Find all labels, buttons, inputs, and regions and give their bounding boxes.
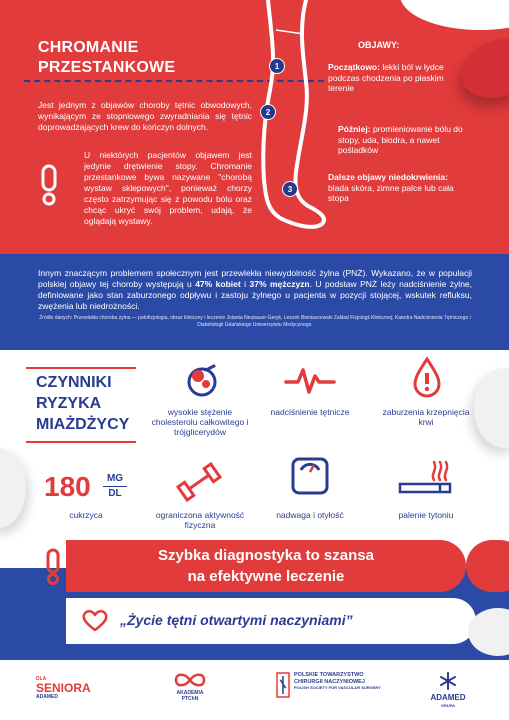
risk-title-line: RYZYKA xyxy=(36,395,102,412)
decorative-pill xyxy=(453,28,509,108)
snowflake-icon xyxy=(438,672,458,690)
logo-dla-seniora xyxy=(36,676,91,700)
infinity-icon xyxy=(173,672,207,688)
decorative-shape xyxy=(0,448,26,528)
slogan-motto: „Życie tętni otwartymi naczyniami” xyxy=(120,612,353,628)
logo-text: POLISH SOCIETY FOR VASCULAR SURGERY xyxy=(294,685,381,690)
decorative-shape xyxy=(474,368,509,448)
intro-text: Jest jednym z objawów choroby tętnic obwodowych, wynikającym ze stopniowego zwyradniania się tętnic doprowadzających krew do kończyn dolnych. xyxy=(38,100,252,132)
blood-drop-icon xyxy=(412,356,442,398)
glucose-unit xyxy=(103,473,127,500)
exclamation-icon xyxy=(36,164,62,206)
logo-akademia-ptchn xyxy=(168,672,212,702)
symptom-text: promieniowanie bólu do stopy, uda, biodra, a nawet pośladków xyxy=(338,124,463,155)
symptom-term: Początkowo: xyxy=(328,62,380,72)
risk-label-weight: nadwaga i otyłość xyxy=(276,510,344,520)
pnz-text xyxy=(38,268,472,312)
slogan-band-red-tail xyxy=(466,540,509,592)
risk-label-pressure: nadciśnienie tętnicze xyxy=(270,407,350,417)
risk-label-activity: ograniczona aktywność fizyczna xyxy=(155,510,245,530)
pnz-text-part: i xyxy=(240,279,250,289)
symptom-term: Później: xyxy=(338,124,371,134)
risk-label-blood: zaburzenia krzepnięcia krwi xyxy=(382,407,470,427)
logo-ptchn xyxy=(276,672,406,692)
risk-label-cholesterol: wysokie stężenie cholesterolu całkowitego i trójglicerydów xyxy=(151,407,249,437)
page-title xyxy=(38,38,198,78)
logo-adamed xyxy=(420,672,476,708)
logo-text: SENIORA xyxy=(36,681,91,695)
symptom-item xyxy=(328,172,470,204)
intro-text-secondary: U niektórych pacjentów objawem jest jedynie drętwienie stopy. Chromanie przestankowe bywa nazywane "chorobą wystaw sklepowych", ponieważ chorzy często zatrzymując się z powodu bólu oraz chcąc ukryć swój problem, udają, że oglądają wystawy. xyxy=(84,150,252,226)
unit-bottom: DL xyxy=(108,488,122,499)
symptom-text: lekki ból w łydce podczas chodzenia po płaskim terenie xyxy=(328,62,444,93)
source-note: Źródło danych: Przewlekła choroba żylna — patofizjologia, obraz kliniczny i leczenie Jolanta Neubauer-Geryk, Leszek Bieniaszewski Zakład Fizjologii Klinicznej, Katedra Nadciśnienia Tętniczego i Diabetologii Gdańskiego Uniwersytetu Medycznego. xyxy=(39,315,471,328)
pnz-section xyxy=(0,254,509,350)
symptom-item xyxy=(338,124,470,156)
pnz-text-part: Innym znaczącym problemem społecznym jest przewlekła niewydolność żylna (PNŻ). Wykazano, że w populacji polskiej objawy tej choroby występują u xyxy=(38,268,472,289)
exclamation-icon xyxy=(42,548,64,586)
risk-title-line: MIAŻDŻYCY xyxy=(36,416,130,433)
heartbeat-icon xyxy=(284,362,336,398)
scale-icon xyxy=(290,456,330,496)
risk-label-smoking: palenie tytoniu xyxy=(398,510,454,520)
pnz-text-part: . U podstaw PNŻ leży nadciśnienie żylne, definiowane jako stan zaburzonego odpływu i zastoju żylnego u pacjenta w pozycji stojącej, wskutek refluksu, zwężenia lub niedrożności. xyxy=(38,279,473,311)
slogan-line: Szybka diagnostyka to szansa xyxy=(158,547,374,564)
step-marker-1: 1 xyxy=(269,58,285,74)
risk-title xyxy=(36,372,129,435)
fraction-bar xyxy=(103,486,127,487)
decorative-shape xyxy=(400,0,509,30)
symptom-item xyxy=(328,62,446,94)
risk-label-diabetes: cukrzyca xyxy=(69,510,103,520)
cholesterol-icon xyxy=(184,362,220,398)
title-line: PRZESTANKOWE xyxy=(38,59,176,76)
slogan-diagnostics xyxy=(66,545,466,587)
intro-section xyxy=(0,0,509,254)
slogan-line: na efektywne leczenie xyxy=(187,568,345,585)
logo-text: CHIRURGII NACZYNIOWEJ xyxy=(294,678,365,685)
risk-title-line: CZYNNIKI xyxy=(36,374,112,391)
dumbbell-icon xyxy=(176,462,222,502)
pnz-stat-women: 47% kobiet xyxy=(195,279,241,289)
logo-text: POLSKIE TOWARZYSTWO xyxy=(294,672,364,678)
step-marker-3: 3 xyxy=(282,181,298,197)
step-marker-2: 2 xyxy=(260,104,276,120)
symptom-text: blada skóra, zimne palce lub cała stopa xyxy=(328,182,454,203)
logo-text: PTChN xyxy=(181,696,199,702)
logo-text: AKADEMIA xyxy=(176,690,204,696)
glucose-value: 180 xyxy=(44,471,91,502)
logo-text: DLA xyxy=(36,676,47,682)
logo-text: ADAMED xyxy=(430,693,466,702)
logo-text: ADAMED xyxy=(36,694,58,700)
heart-icon xyxy=(82,610,108,632)
society-emblem-icon xyxy=(276,672,290,698)
symptoms-heading: OBJAWY: xyxy=(358,40,400,50)
title-line: CHROMANIE xyxy=(38,39,139,56)
logo-text: GRUPA xyxy=(440,703,456,708)
symptom-term: Dalsze objawy niedokrwienia: xyxy=(328,172,448,182)
pnz-stat-men: 37% mężczyzn xyxy=(249,279,310,289)
unit-top: MG xyxy=(106,473,124,484)
cigarette-icon xyxy=(398,456,454,496)
